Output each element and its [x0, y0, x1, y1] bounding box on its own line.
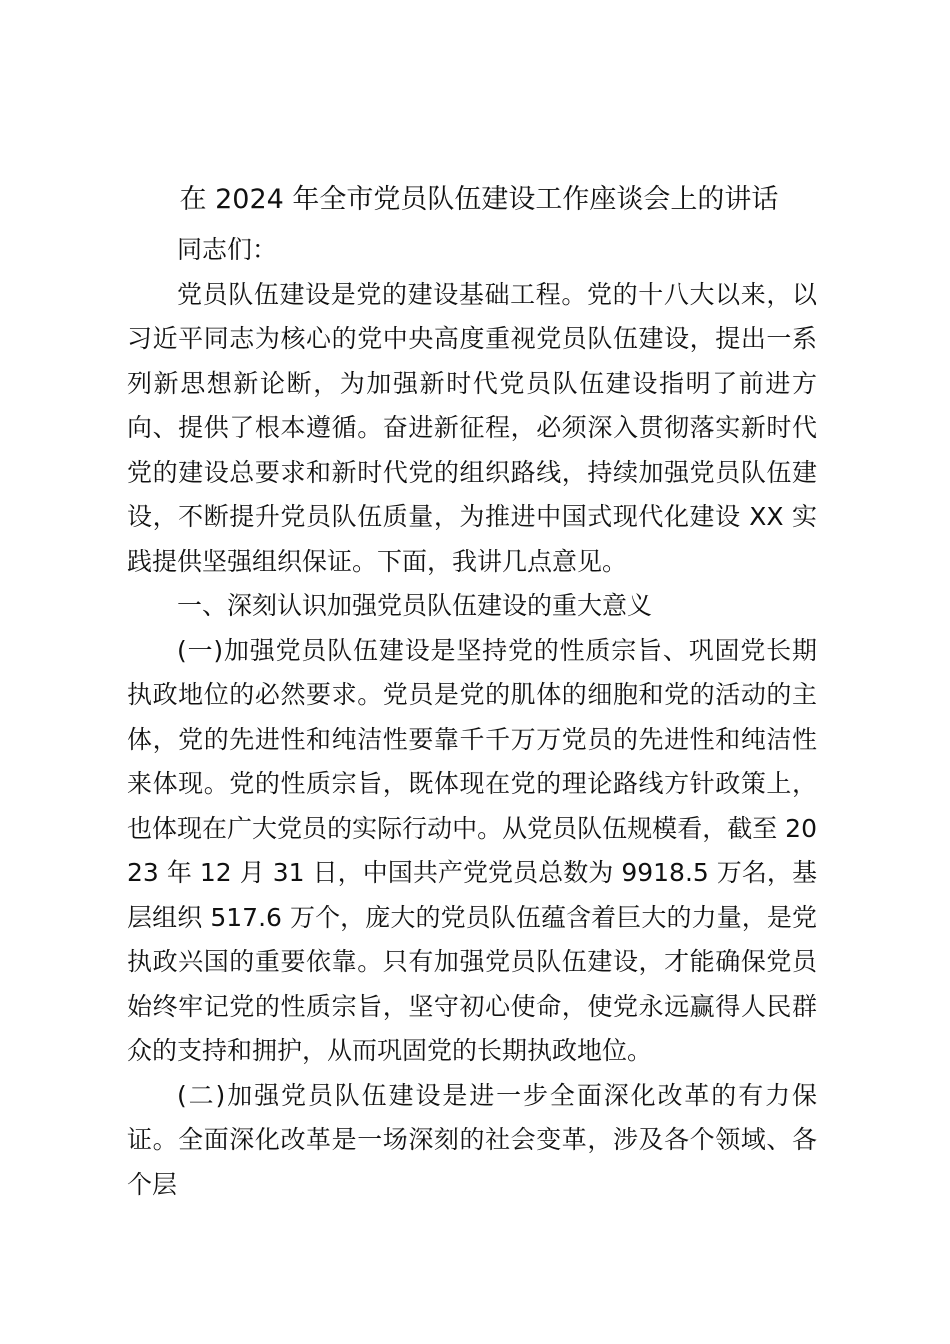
salutation: 同志们：: [177, 235, 278, 264]
subsection-paragraph-1: (一)加强党员队伍建设是坚持党的性质宗旨、巩固党长期执政地位的必然要求。党员是党的肌体的细胞和党的活动的主体，党的先进性和纯洁性要靠千千万万党员的先进性和纯洁性来体现。党的性质宗旨，既体现在党的理论路线方针政策上，也体现在广大党员的实际行动中。从党员队伍规模看，截至 2023 年 12 月 31 日，中国共产党党员总数为 9918.5 万名，基层组织 517.6 万个，庞大的党员队伍蕴含着巨大的力量，是党执政兴国的重要依靠。只有加强党员队伍建设，才能确保党员始终牢记党的性质宗旨，坚守初心使命，使党永远赢得人民群众的支持和拥护，从而巩固党的长期执政地位。: [127, 635, 817, 1065]
section-heading-1: 一、深刻认识加强党员队伍建设的重大意义: [177, 591, 653, 620]
subsection-paragraph-2: (二)加强党员队伍建设是进一步全面深化改革的有力保证。全面深化改革是一场深刻的社会变革，涉及各个领域、各个层: [127, 1080, 817, 1199]
document-title: 在 2024 年全市党员队伍建设工作座谈会上的讲话: [179, 184, 779, 215]
intro-paragraph: 党员队伍建设是党的建设基础工程。党的十八大以来，以习近平同志为核心的党中央高度重视党员队伍建设，提出一系列新思想新论断，为加强新时代党员队伍建设指明了前进方向、提供了根本遵循。奋进新征程，必须深入贯彻落实新时代党的建设总要求和新时代党的组织路线，持续加强党员队伍建设，不断提升党员队伍质量，为推进中国式现代化建设 XX 实践提供坚强组织保证。下面，我讲几点意见。: [127, 279, 817, 576]
document-body: [127, 228, 817, 1207]
